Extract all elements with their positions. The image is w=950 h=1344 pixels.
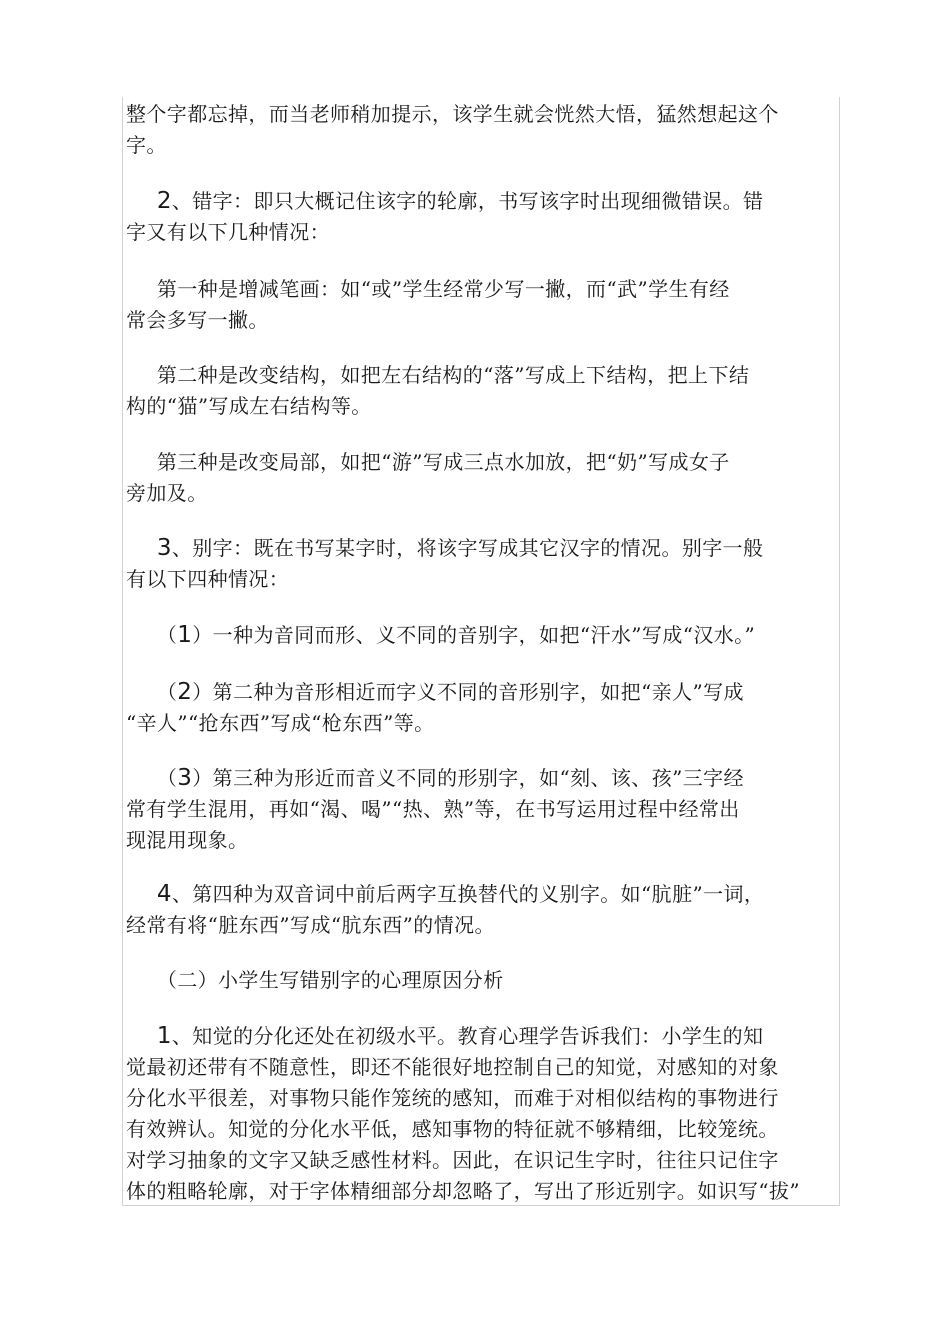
paragraph-change-structure [126, 360, 838, 422]
text-line: 对学习抽象的文字又缺乏感性材料。因此，在识记生字时，往往只记住字 [126, 1148, 779, 1172]
text-line: 1、知觉的分化还处在初级水平。教育心理学告诉我们：小学生的知 [156, 1023, 764, 1049]
text-line: 有以下四种情况： [126, 567, 290, 591]
paragraph-other-characters [126, 533, 838, 595]
text-line: 分化水平很差，对事物只能作笼统的感知，而难于对相似结构的事物进行 [126, 1086, 779, 1110]
item-number: 3 [177, 765, 193, 791]
text-line: 3、别字：既在书写某字时，将该字写成其它汉字的情况。别字一般 [156, 535, 764, 561]
text-line: 第一种是增减笔画：如“或”学生经常少写一撇，而“武”学生有经 [156, 277, 730, 301]
text-line: 常会多写一撇。 [126, 308, 269, 332]
text-line: 常有学生混用，再如“渴、喝”“热、熟”等，在书写运用过程中经常出 [126, 797, 740, 821]
text-line: 第三种是改变局部，如把“游”写成三点水加放，把“奶”写成女子 [156, 450, 730, 474]
text-line: 字又有以下几种情况： [126, 220, 330, 244]
paragraph-change-part [126, 447, 838, 509]
item-number: 4 [156, 881, 172, 907]
item-number: 2 [177, 679, 193, 705]
text-line: （2）第二种为音形相近而字义不同的音形别字，如把“亲人”写成 [156, 679, 744, 705]
text-line: 觉最初还带有不随意性，即还不能很好地控制自己的知觉，对感知的对象 [126, 1055, 779, 1079]
item-number: 1 [177, 622, 193, 648]
text-line: 第二种是改变结构，如把左右结构的“落”写成上下结构，把上下结 [156, 363, 750, 387]
text-line: （二）小学生写错别字的心理原因分析 [156, 968, 504, 992]
text-line: （1）一种为音同而形、义不同的音别字，如把“汗水”写成“汉水。” [156, 622, 756, 648]
text-line: 现混用现象。 [126, 828, 249, 852]
text-line: 4、第四种为双音词中前后两字互换替代的义别字。如“肮脏”一词， [156, 881, 765, 907]
paragraph-sound-alike [126, 620, 838, 651]
item-number: 1 [156, 1023, 172, 1049]
item-number: 2 [156, 188, 172, 214]
text-line: 构的“猫”写成左右结构等。 [126, 394, 372, 418]
text-line: 有效辨认。知觉的分化水平低，感知事物的特征就不够精细，比较笼统。 [126, 1117, 779, 1141]
paragraph-add-remove-strokes [126, 274, 838, 336]
text-line: 字。 [126, 133, 167, 157]
text-line: 旁加及。 [126, 481, 208, 505]
text-line: 体的粗略轮廓，对于字体精细部分却忽略了，写出了形近别字。如识写“拔” [126, 1179, 801, 1203]
paragraph-sound-shape-alike [126, 677, 838, 739]
paragraph-perception [126, 1021, 838, 1207]
paragraph-swapped-words [126, 879, 838, 941]
text-line: 经常有将“脏东西”写成“肮东西”的情况。 [126, 913, 495, 937]
text-line: 2、错字：即只大概记住该字的轮廓，书写该字时出现细微错误。错 [156, 188, 764, 214]
item-number: 3 [156, 535, 172, 561]
paragraph-shape-alike [126, 763, 838, 856]
paragraph-wrong-characters [126, 186, 838, 248]
text-line: “辛人”“抢东西”写成“枪东西”等。 [126, 711, 435, 735]
text-line: 整个字都忘掉，而当老师稍加提示，该学生就会恍然大悟，猛然想起这个 [126, 102, 779, 126]
paragraph-continuation [126, 99, 838, 161]
text-line: （3）第三种为形近而音义不同的形别字，如“刻、该、孩”三字经 [156, 765, 744, 791]
section-heading [126, 965, 838, 996]
